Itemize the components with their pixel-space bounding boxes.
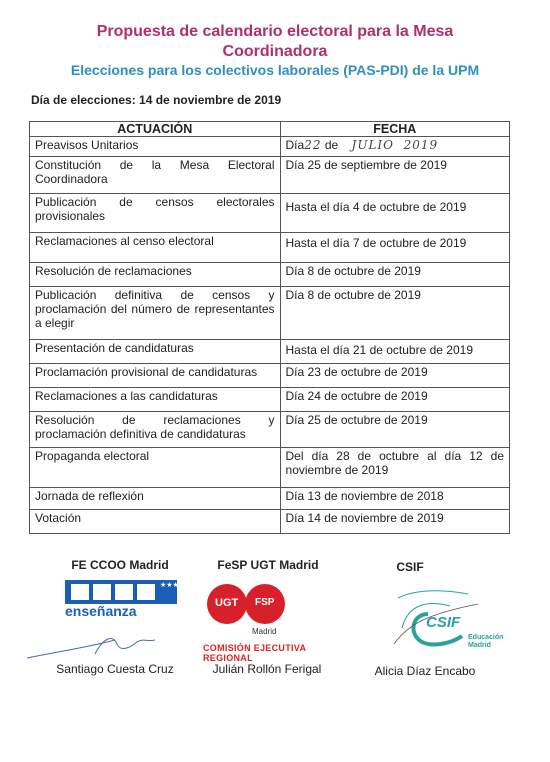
document-title — [0, 22, 550, 62]
stamp-city: Madrid — [252, 627, 277, 636]
table-row — [30, 137, 510, 157]
table-row — [30, 364, 510, 388]
action-cell: Publicación definitiva de censos y proclamación del número de representantes a elegir — [30, 287, 281, 340]
table-header-row — [30, 122, 510, 137]
action-cell: Publicación de censos electorales provisionales — [30, 194, 281, 233]
action-cell: Votación — [30, 510, 281, 534]
date-de: de — [324, 138, 339, 152]
date-cell: Hasta el día 7 de octubre de 2019 — [280, 233, 509, 263]
date-cell: Día 24 de octubre de 2019 — [280, 388, 509, 412]
ugt-logo-text: UGT — [215, 597, 239, 609]
table-row — [30, 412, 510, 448]
column-header-date: FECHA — [280, 122, 509, 137]
date-cell — [280, 137, 509, 157]
table-row — [30, 448, 510, 488]
table-row — [30, 157, 510, 194]
action-cell: Preavisos Unitarios — [30, 137, 281, 157]
handwritten-month-year: JULIO 2019 — [351, 138, 439, 152]
stamp-text: COMISIÓN EJECUTIVA REGIONAL — [203, 643, 306, 663]
table-row — [30, 510, 510, 534]
csif-logo-text: CSIF — [426, 614, 461, 631]
date-cell: Día 8 de octubre de 2019 — [280, 287, 509, 340]
date-cell: Día 23 de octubre de 2019 — [280, 364, 509, 388]
action-cell: Presentación de candidaturas — [30, 340, 281, 364]
date-cell: Hasta el día 4 de octubre de 2019 — [280, 194, 509, 233]
table-row — [30, 388, 510, 412]
title-line-2: Coordinadora — [222, 43, 328, 60]
action-cell: Constitución de la Mesa Electoral Coordinadora — [30, 157, 281, 194]
org-name-ccoo: FE CCOO Madrid — [71, 558, 169, 572]
ccoo-logo-text: enseñanza — [65, 603, 137, 619]
handwritten-day: 22 — [304, 138, 322, 152]
fsp-logo-text: FSP — [255, 597, 275, 608]
date-cell: Día 13 de noviembre de 2018 — [280, 488, 509, 510]
table-row — [30, 194, 510, 233]
date-cell: Día 25 de octubre de 2019 — [280, 412, 509, 448]
signatory-name-diaz: Alicia Díaz Encabo — [374, 664, 476, 678]
org-name-ugt: FeSP UGT Madrid — [217, 558, 319, 572]
signature-cuesta — [25, 628, 165, 664]
table-row — [30, 488, 510, 510]
signatory-name-cuesta: Santiago Cuesta Cruz — [56, 662, 174, 676]
action-cell: Propaganda electoral — [30, 448, 281, 488]
action-cell: Resolución de reclamaciones y proclamación definitiva de candidaturas — [30, 412, 281, 448]
title-line-1: Propuesta de calendario electoral para la Mesa — [96, 23, 454, 40]
document-subtitle: Elecciones para los colectivos laborales (PAS-PDI) de la UPM — [70, 62, 480, 78]
date-cell: Día 25 de septiembre de 2019 — [280, 157, 509, 194]
action-cell: Reclamaciones al censo electoral — [30, 233, 281, 263]
table-row — [30, 233, 510, 263]
table-row — [30, 287, 510, 340]
table-row — [30, 340, 510, 364]
stars-icon: ★★★★★★★ — [160, 582, 204, 589]
action-cell: Jornada de reflexión — [30, 488, 281, 510]
date-prefix: Día — [285, 138, 305, 152]
date-cell: Día 8 de octubre de 2019 — [280, 263, 509, 287]
calendar-table — [29, 121, 510, 534]
org-name-csif: CSIF — [396, 560, 424, 574]
date-cell: Del día 28 de octubre al día 12 de noviembre de 2019 — [280, 448, 509, 488]
action-cell: Proclamación provisional de candidaturas — [30, 364, 281, 388]
date-cell: Día 14 de noviembre de 2019 — [280, 510, 509, 534]
date-cell: Hasta el día 21 de octubre de 2019 — [280, 340, 509, 364]
table-row — [30, 263, 510, 287]
csif-logo-subtext: Educación Madrid — [468, 634, 504, 649]
action-cell: Resolución de reclamaciones — [30, 263, 281, 287]
signatory-name-rollon: Julián Rollón Ferigal — [212, 662, 322, 676]
column-header-action: ACTUACIÓN — [30, 122, 281, 137]
election-day: Día de elecciones: 14 de noviembre de 2019 — [31, 93, 282, 107]
action-cell: Reclamaciones a las candidaturas — [30, 388, 281, 412]
